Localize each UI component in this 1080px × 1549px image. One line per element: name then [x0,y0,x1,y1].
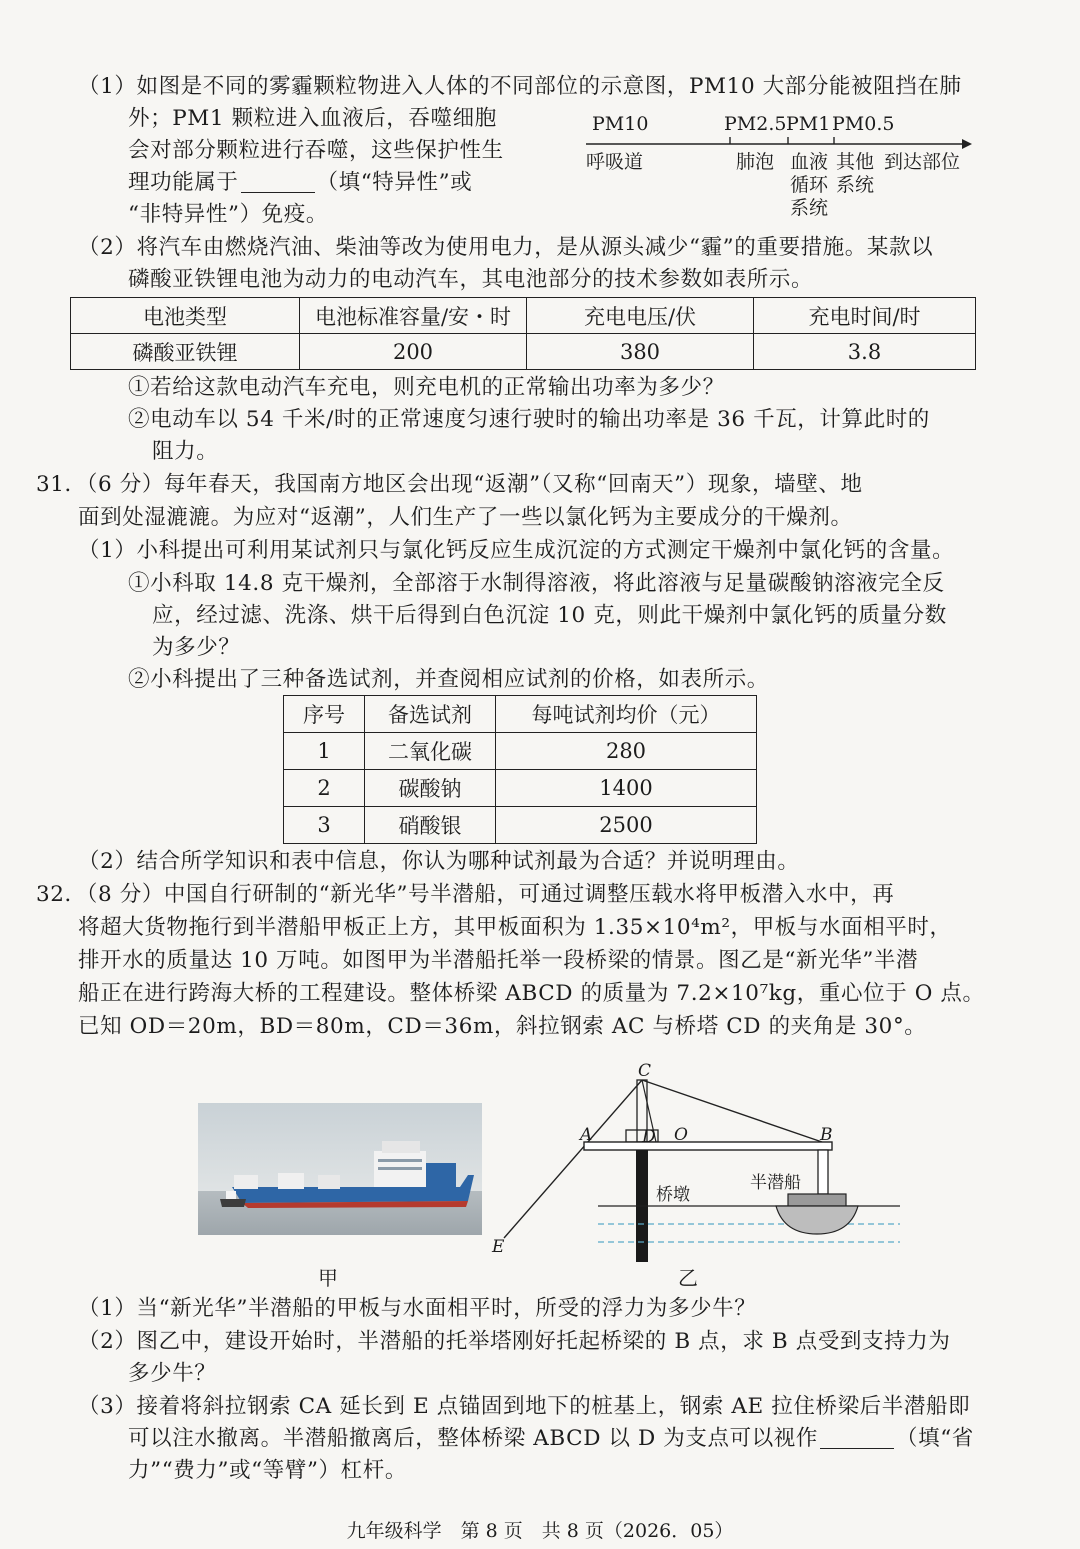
q30-2-sub2: ②电动车以 54 千米/时的正常速度匀速行驶时的输出功率是 36 千瓦，计算此时的 [128,407,930,432]
table-row [71,334,976,370]
q31-line1: 31．（6 分）每年春天，我国南方地区会出现“返潮”（又称“回南天”）现象，墙壁、地 [36,472,863,497]
caption-jia: 甲 [318,1266,338,1290]
cable-cb [642,1080,822,1142]
q30-1-line4 [128,168,472,198]
battery-cell-type: 磷酸亚铁锂 [71,334,300,370]
pm-label-pm25: PM2.5 [724,113,787,135]
table-row [71,298,976,334]
pm-label-pm1: PM1 [786,113,831,135]
reagent-cell: 碳酸钠 [365,770,496,807]
reagent-table [283,695,757,844]
pm-label-feipao: 肺泡 [736,151,775,173]
reagent-cell: 硝酸银 [365,807,496,844]
caption-yi: 乙 [678,1266,698,1290]
q32-3-line2-text: 可以注水撤离。半潜船撤离后，整体桥梁 ABCD 以 D 为支点可以视作 [128,1426,818,1451]
q32-line5: 已知 OD＝20m，BD＝80m，CD＝36m，斜拉钢索 AC 与桥塔 CD 的夹角是 30°。 [78,1014,927,1039]
q31-1-sub1-cont2: 为多少？ [152,635,241,660]
reagent-header-name: 备选试剂 [365,696,496,733]
table-row [284,696,757,733]
q30-1-line3: 会对部分颗粒进行吞噬，这些保护性生 [128,138,504,163]
q30-1-line2: 外；PM1 颗粒进入血液后，吞噬细胞 [128,106,497,131]
q31-1-sub2: ②小科提出了三种备选试剂，并查阅相应试剂的价格，如表所示。 [128,667,769,692]
bridge-deck [584,1142,832,1150]
q31-1-sub1: ①小科取 14.8 克干燥剂，全部溶于水制得溶液，将此溶液与足量碳酸钠溶液完全反 [128,571,945,596]
pm-label-daoda: 到达部位 [884,151,961,173]
battery-header-type: 电池类型 [71,298,300,334]
q32-2-line1: （2）图乙中，建设开始时，半潜船的托举塔刚好托起桥梁的 B 点，求 B 点受到支持力为 [78,1329,951,1354]
point-c: C [638,1061,652,1081]
reagent-cell: 3 [284,807,365,844]
pm-label-xitong-2: 系统 [836,174,875,196]
q32-3-line2 [128,1424,974,1454]
q30-1-line5: “非特异性”）免疫。 [128,202,328,227]
q30-2-sub1: ①若给这款电动汽车充电，则充电机的正常输出功率为多少？ [128,375,725,400]
q32-line2: 将超大货物拖行到半潜船甲板正上方，其甲板面积为 1.35×10⁴m²，甲板与水面相平时， [78,915,952,940]
pm-label-xitong-1: 系统 [790,197,829,219]
ship-hull [776,1206,858,1234]
pm-label-xueye: 血液 [790,151,829,173]
cable-ce [504,1080,642,1238]
point-d: D [642,1127,656,1147]
battery-cell-capacity: 200 [300,334,527,370]
q32-3-line2-text-b: （填“省 [896,1426,974,1451]
reagent-header-index: 序号 [284,696,365,733]
q32-3-line1: （3）接着将斜拉钢索 CA 延长到 E 点锚固到地下的桩基上，钢索 AE 拉住桥梁后半潜船即 [78,1394,971,1419]
q32-3-line3: 力”“费力”或“等臂”）杠杆。 [128,1458,407,1483]
q32-line1: 32．（8 分）中国自行研制的“新光华”号半潜船，可通过调整压载水将甲板潜入水中，再 [36,882,895,907]
battery-header-voltage: 充电电压/伏 [527,298,754,334]
q30-1-line4-text: 理功能属于 [128,170,239,195]
q31-1-line1: （1）小科提出可利用某试剂只与氯化钙反应生成沉淀的方式测定干燥剂中氯化钙的含量。 [78,538,955,563]
answer-blank-immunity[interactable] [241,170,315,193]
q32-line3: 排开水的质量达 10 万吨。如图甲为半潜船托举一段桥梁的情景。图乙是“新光华”半潜 [78,948,919,973]
reagent-cell: 2 [284,770,365,807]
pm-label-pm10: PM10 [592,113,649,135]
support-tower [818,1150,828,1194]
reagent-cell: 2500 [496,807,757,844]
label-qiaodun: 桥墩 [656,1185,690,1205]
bridge-diagram [488,1058,908,1268]
pm-axis-arrow [962,139,972,149]
pm-label-qita: 其他 [836,151,875,173]
ship-photo [198,1103,482,1235]
q31-1-sub1-cont1: 应，经过滤、洗涤、烘干后得到白色沉淀 10 克，则此干燥剂中氯化钙的质量分数 [152,603,947,628]
ship-deck [788,1194,846,1206]
answer-blank-lever[interactable] [820,1426,894,1449]
q30-1-line1: （1）如图是不同的雾霾颗粒物进入人体的不同部位的示意图，PM10 大部分能被阻挡在肺 [78,74,962,99]
pm-label-xunhuan: 循环 [790,174,829,196]
q30-2-sub2-cont: 阻力。 [152,439,219,464]
table-row [284,770,757,807]
q31-line2: 面到处湿漉漉。为应对“返潮”，人们生产了一些以氯化钙为主要成分的干燥剂。 [78,505,853,530]
q30-2-line2: 磷酸亚铁锂电池为动力的电动汽车，其电池部分的技术参数如表所示。 [128,267,814,292]
q30-2-line1: （2）将汽车由燃烧汽油、柴油等改为使用电力，是从源头减少“霾”的重要措施。某款以 [78,235,934,260]
reagent-cell: 280 [496,733,757,770]
q32-line4: 船正在进行跨海大桥的工程建设。整体桥梁 ABCD 的质量为 7.2×10⁷kg，重心位于 O 点。 [78,981,985,1006]
page-footer: 九年级科学 第 8 页 共 8 页（2026．05） [346,1520,734,1542]
reagent-header-price: 每吨试剂均价（元） [496,696,757,733]
point-o: O [674,1125,688,1145]
reagent-cell: 1400 [496,770,757,807]
pm-particle-diagram [580,106,1000,222]
battery-table [70,297,976,370]
pm-label-pm05: PM0.5 [832,113,895,135]
label-banqianchuan: 半潜船 [750,1173,801,1193]
point-a: A [580,1125,593,1145]
battery-header-capacity: 电池标准容量/安・时 [300,298,527,334]
q31-2-line: （2）结合所学知识和表中信息，你认为哪种试剂最为合适？并说明理由。 [78,849,800,874]
point-e: E [492,1237,505,1257]
pm-label-huxidao: 呼吸道 [586,151,644,173]
q32-2-line2: 多少牛？ [128,1361,217,1386]
reagent-cell: 1 [284,733,365,770]
battery-cell-time: 3.8 [754,334,976,370]
table-row [284,807,757,844]
q32-1-line: （1）当“新光华”半潜船的甲板与水面相平时，所受的浮力为多少牛？ [78,1296,757,1321]
battery-header-time: 充电时间/时 [754,298,976,334]
point-b: B [820,1125,833,1145]
battery-cell-voltage: 380 [527,334,754,370]
table-row [284,733,757,770]
q30-1-line4-text-b: （填“特异性”或 [316,170,473,195]
reagent-cell: 二氧化碳 [365,733,496,770]
